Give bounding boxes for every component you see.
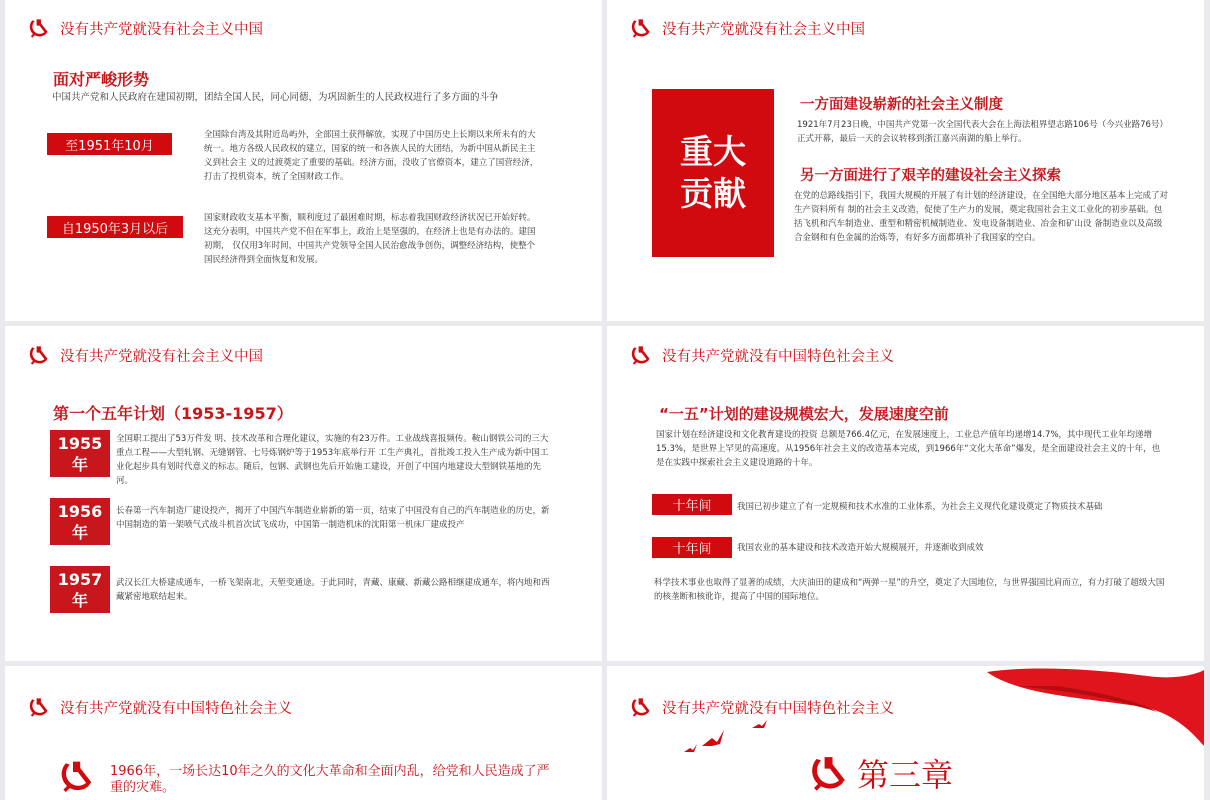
slide-5[interactable] xyxy=(5,666,602,800)
party-emblem-icon xyxy=(27,16,51,40)
party-emblem-icon xyxy=(27,343,51,367)
year-text: 长春第一汽车制造厂建设投产，揭开了中国汽车制造业崭新的第一页，结束了中国没有自己的汽车制造业的历史，新中国制造的第一架喷气式战斗机首次试飞成功，中国第一制造机床的沈阳第一机床厂建成投产 xyxy=(116,506,550,530)
header-title: 没有共产党就没有社会主义中国 xyxy=(60,21,263,38)
party-emblem-icon xyxy=(629,695,653,719)
label-box: 十年间 xyxy=(652,494,732,515)
party-emblem-icon xyxy=(27,695,51,719)
subtitle-1-text: 1921年7月23日晚，中国共产党第一次全国代表大会在上海法租界望志路106号（今兴业路76号）正式开幕，最后一天的会议转移到浙江嘉兴南湖的船上举行。 xyxy=(797,120,1168,144)
chapter-title: 第三章 xyxy=(857,756,954,794)
item-text: 我国农业的基本建设和技术改造开始大规模展开，并逐渐收到成效 xyxy=(737,543,984,553)
party-emblem-icon xyxy=(57,756,97,796)
item-text: 全国除台湾及其附近岛屿外，全部国土获得解放，实现了中国历史上长期以来所未有的大统一。地方各级人民政权的建立，国家的统一和各族人民的大团结，为新中国从新民主主义到社会主 义的过渡奠定了重要的基础。经济方面，没收了官僚资本，建立了国营经济，打击了投机资本，统了全国财政工作。 xyxy=(204,130,539,182)
year-number: 1956 xyxy=(57,501,103,521)
slide-text: 1966年，一场长达10年之久的文化大革命和全面内乱，给党和人民造成了严重的灾难。 xyxy=(110,764,550,795)
subtitle-1: 一方面建设崭新的社会主义制度 xyxy=(800,97,1003,113)
year-unit: 年 xyxy=(71,590,88,610)
birds-icon xyxy=(682,716,782,761)
header-title: 没有共产党就没有中国特色社会主义 xyxy=(662,700,894,717)
label-box: 至1951年10月 xyxy=(47,133,172,155)
year-unit: 年 xyxy=(71,522,88,542)
item-text: 国家财政收支基本平衡，顺利度过了最困难时期，标志着我国财政经济状况已开始好转。这充分表明，中国共产党不但在军事上，政治上是坚强的，在经济上也是有办法的。建国初期， 仅仅用3年时间，中国共产党领导全国人民治愈战争创伤，调整经济结构，使整个国民经济得到全面恢复和发展。 xyxy=(204,213,536,265)
outro-text: 科学技术事业也取得了显著的成绩，大庆油田的建成和“两弹一星”的升空，奠定了大国地位，与世界强国比肩而立，有力打破了超级大国的核垄断和核讹诈，提高了中国的国际地位。 xyxy=(654,578,1165,602)
slide-header xyxy=(27,343,263,367)
party-emblem-icon xyxy=(629,343,653,367)
slide-header xyxy=(629,343,894,367)
intro-text: 国家计划在经济建设和文化教育建设的投资 总额是766.4亿元，在发展速度上，工业总产值年均递增14.7%，其中现代工业年均递增 15.3%，是世界上罕见的高速度。从1956年社会主义的改造基本完成，到1966年“文化大革命”爆发，是全面建设社会主义的十年，也是在实践中探索社会主义建设道路的十年。 xyxy=(656,430,1161,468)
big-label-line-1: 重大 xyxy=(680,132,746,171)
slide-4[interactable] xyxy=(607,326,1204,661)
year-box xyxy=(50,430,110,477)
year-unit: 年 xyxy=(71,454,88,474)
year-text: 武汉长江大桥建成通车，一桥飞架南北，天堑变通途。于此同时，青藏、康藏、新藏公路相继建成通车，将内地和西藏紧密地联结起来。 xyxy=(116,578,550,602)
slide-header xyxy=(27,695,292,719)
item-text: 我国已初步建立了有一定规模和技术水准的工业体系，为社会主义现代化建设奠定了物质技术基础 xyxy=(737,502,1103,512)
big-label-line-2: 贡献 xyxy=(680,174,746,213)
year-box xyxy=(50,566,110,613)
subtitle-2-text: 在党的总路线指引下，我国大规模的开展了有计划的经济建设，在全国绝大部分地区基本上完成了对生产资料所有 制的社会主义改造，促使了生产力的发展，奠定我国社会主义工业化的初步基础。包括飞机和汽车制造业、重型和精密机械制造业、发电设备制造业、冶金和矿山设 备制造业以及高级合金钢和有色金属的治炼等，有好多方面都填补了我国家的空白。 xyxy=(794,191,1169,243)
slide-1[interactable] xyxy=(5,0,602,321)
header-title: 没有共产党就没有中国特色社会主义 xyxy=(662,348,894,365)
red-ribbon-decoration xyxy=(987,666,1204,746)
party-emblem-icon xyxy=(629,16,653,40)
slide-header xyxy=(629,16,865,40)
party-emblem-icon xyxy=(807,751,851,795)
year-number: 1957 xyxy=(57,569,103,589)
section-title: 第一个五年计划（1953-1957） xyxy=(53,404,293,423)
chapter-heading xyxy=(807,750,953,796)
slide-6[interactable] xyxy=(607,666,1204,800)
slide-3[interactable] xyxy=(5,326,602,661)
label-box: 十年间 xyxy=(652,537,732,558)
contribution-box xyxy=(652,89,774,257)
header-title: 没有共产党就没有社会主义中国 xyxy=(662,21,865,38)
year-number: 1955 xyxy=(57,433,103,453)
slide-2[interactable] xyxy=(607,0,1204,321)
label-box: 自1950年3月以后 xyxy=(47,216,183,238)
intro-text: 中国共产党和人民政府在建国初期，团结全国人民，同心同德，为巩固新生的人民政权进行了多方面的斗争 xyxy=(52,92,499,103)
header-title: 没有共产党就没有中国特色社会主义 xyxy=(60,700,292,717)
section-title: 面对严峻形势 xyxy=(53,70,150,89)
section-title: “一五”计划的建设规模宏大，发展速度空前 xyxy=(659,405,949,423)
slide-header xyxy=(27,16,263,40)
year-box xyxy=(50,498,110,545)
year-text: 全国职工提出了53万件发 明、技术改革和合理化建议，实施的有23万件。工业战线喜报频传。鞍山钢铁公司的三大重点工程——大型轧钢、无缝钢管、七号炼钢炉等于1953年底举行开 工生产典礼，首批竣工投入生产成为新中国工业化起步具有划时代意义的标志。随后，包钢、武钢也先后开始施工建设，开创了中国内地建设大型钢铁基地的先河。 xyxy=(116,434,549,486)
header-title: 没有共产党就没有社会主义中国 xyxy=(60,348,263,365)
subtitle-2: 另一方面进行了艰辛的建设社会主义探索 xyxy=(800,168,1061,184)
slide-header xyxy=(629,695,894,719)
